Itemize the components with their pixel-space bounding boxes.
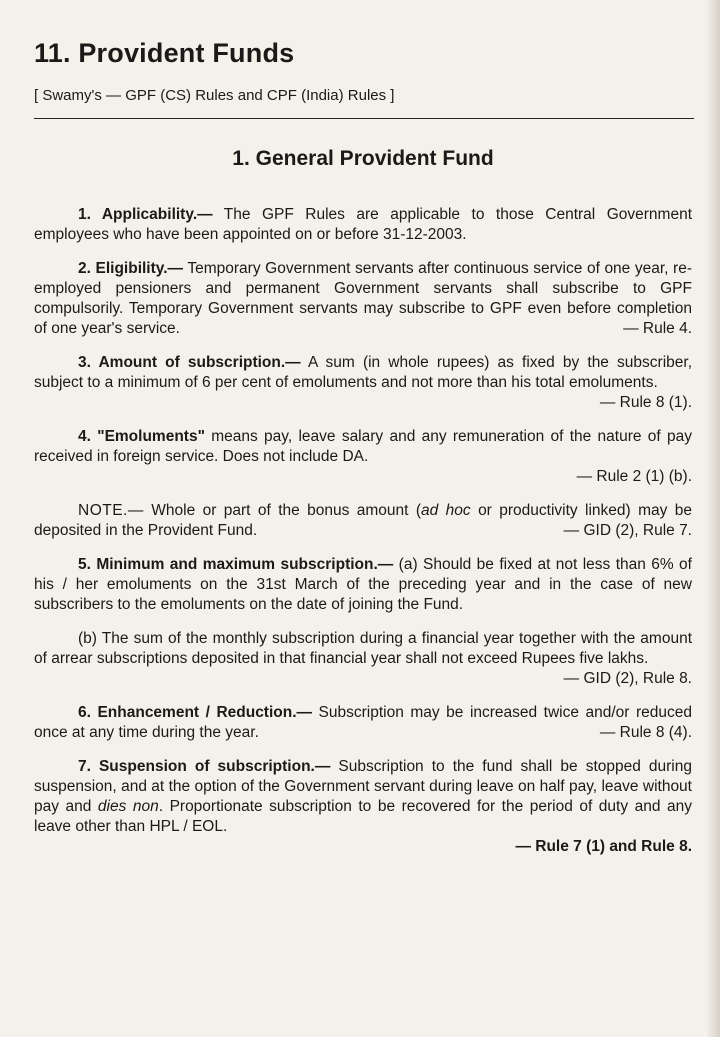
para-text: A sum (in whole rupees) as fixed by the subscriber, subject to a minimum of 6 per cent of emoluments and not more than his total emoluments. xyxy=(34,354,692,391)
para-applicability xyxy=(34,205,692,245)
note-label: NOTE.— xyxy=(78,502,144,519)
para-subscription-limit xyxy=(34,629,692,689)
para-text: Temporary Government servants after continuous service of one year, re-employed pensioners and permanent Government servants shall subscribe to GPF compulsorily. Temporary Government servants may subscribe to GPF even before completion of one year's service. xyxy=(34,260,692,337)
para-head: 1. Applicability.— xyxy=(78,206,213,223)
para-italic: ad hoc xyxy=(421,502,471,519)
rule-citation: — Rule 7 (1) and Rule 8. xyxy=(515,838,692,855)
rule-citation: — Rule 8 (1). xyxy=(599,394,692,411)
para-text: Subscription to the fund shall be stopped during suspension, and at the option of the Government servant during leave on half pay, leave without pay and xyxy=(34,758,692,815)
para-head: 7. Suspension of subscription.— xyxy=(78,758,331,775)
para-amount-of-subscription xyxy=(34,353,692,413)
para-min-max-subscription xyxy=(34,555,692,615)
rule-citation: — Rule 8 (4). xyxy=(599,724,692,741)
para-text: . Proportionate subscription to be recovered for the period of duty and any leave other than HPL / EOL. xyxy=(34,798,692,835)
chapter-title: 11. Provident Funds xyxy=(34,38,295,68)
para-emoluments xyxy=(34,427,692,467)
para-text: Subscription may be increased twice and/or reduced once at any time during the year. xyxy=(34,704,692,741)
para-head: 4. "Emoluments" xyxy=(78,428,205,445)
para-note xyxy=(34,501,692,541)
section-title: 1. General Provident Fund xyxy=(232,147,494,170)
rule-citation: — Rule 2 (1) (b). xyxy=(576,468,692,485)
para-text: or productivity linked) may be deposited in the Provident Fund. xyxy=(34,502,693,539)
para-eligibility xyxy=(34,259,692,339)
rule-citation: — Rule 4. xyxy=(623,320,692,337)
para-text: (a) Should be fixed at not less than 6% of his / her emoluments on the 31st March of the preceding year and in the case of new subscribers to the emoluments on the date of joining the Fund. xyxy=(34,556,692,613)
rule-citation: — GID (2), Rule 7. xyxy=(563,522,692,539)
para-text: (b) The sum of the monthly subscription during a financial year together with the amount of arrear subscriptions deposited in that financial year shall not exceed Rupees five lakhs. xyxy=(34,630,692,667)
para-text: The GPF Rules are applicable to those Central Government employees who have been appointed on or before 31-12-2003. xyxy=(34,206,692,243)
para-head: 3. Amount of subscription.— xyxy=(78,354,301,371)
para-head: 5. Minimum and maximum subscription.— xyxy=(78,556,394,573)
para-suspension xyxy=(34,757,692,837)
para-head: 2. Eligibility.— xyxy=(78,260,184,277)
para-text: Whole or part of the bonus amount ( xyxy=(143,502,422,519)
divider xyxy=(34,118,694,119)
para-head: 6. Enhancement / Reduction.— xyxy=(78,704,313,721)
para-text: means pay, leave salary and any remuneration of the nature of pay received in foreign service. Does not include DA. xyxy=(34,428,692,465)
para-italic: dies non xyxy=(97,798,159,815)
para-enhancement-reduction xyxy=(34,703,692,743)
source-reference: [ Swamy's — GPF (CS) Rules and CPF (India) Rules ] xyxy=(34,87,395,104)
rule-citation: — GID (2), Rule 8. xyxy=(563,670,692,687)
